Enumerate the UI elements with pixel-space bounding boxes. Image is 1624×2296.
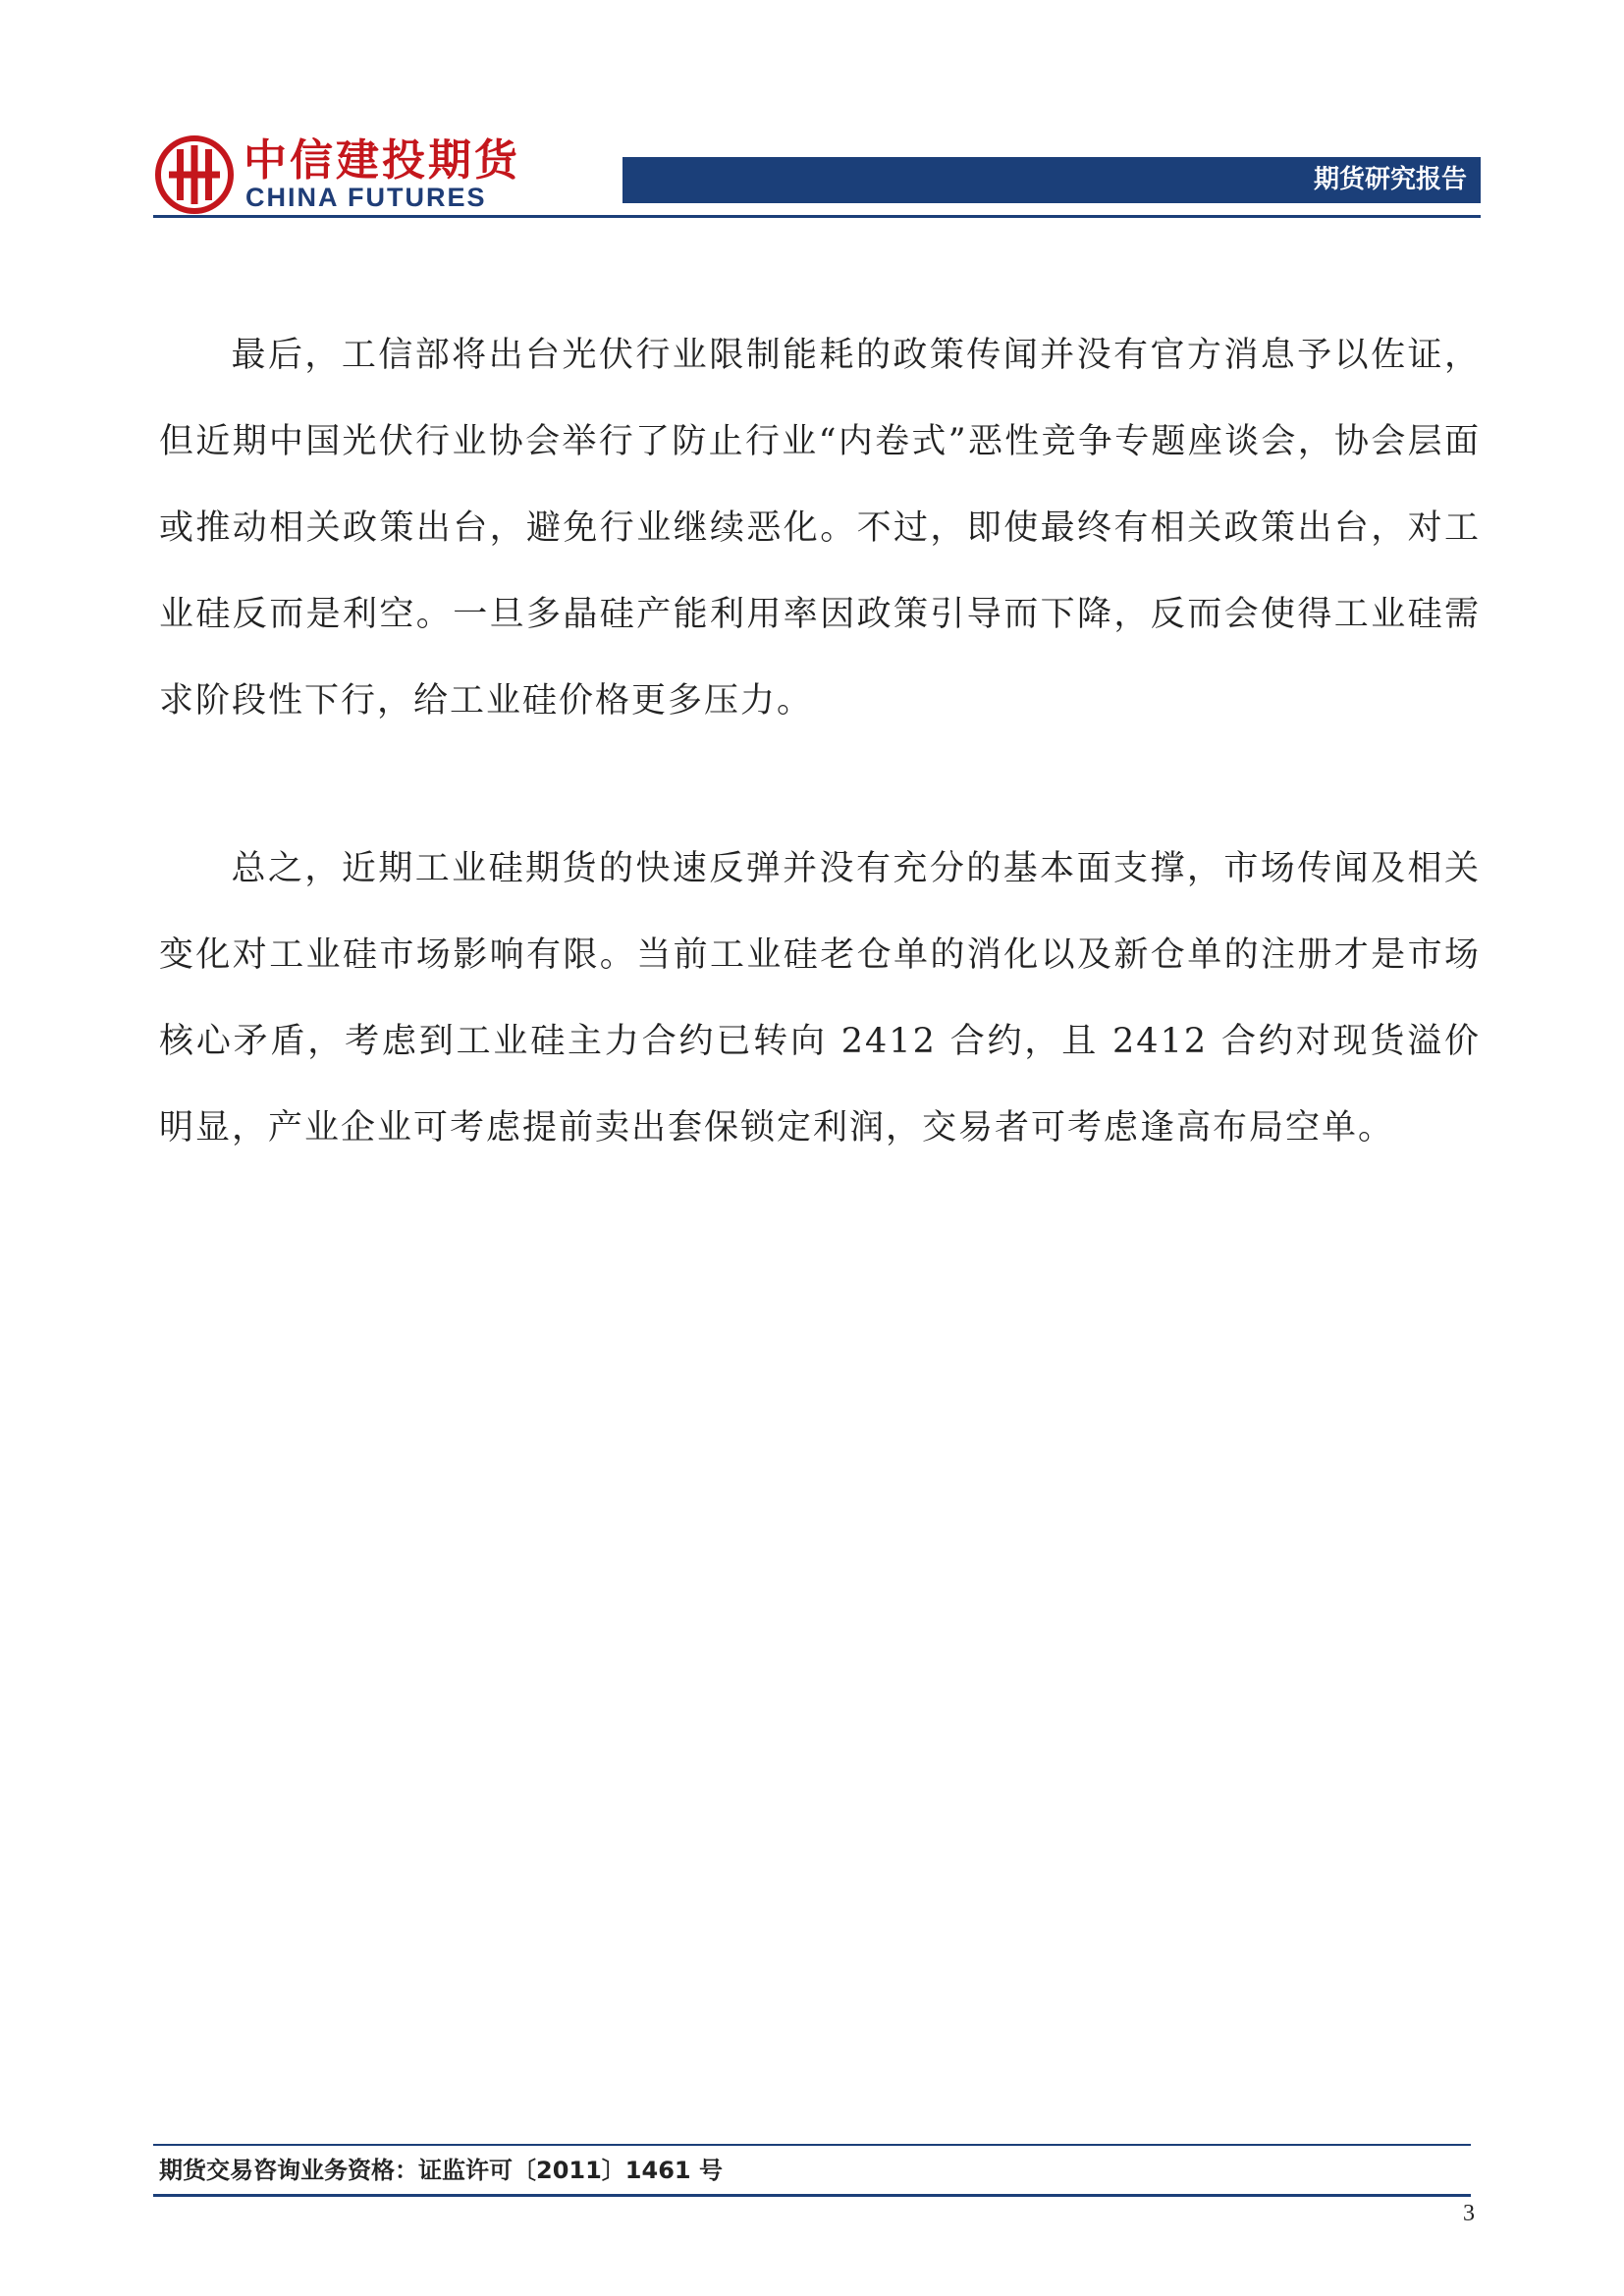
brand-name-cn: 中信建投期货 (244, 135, 520, 186)
report-type-label: 期货研究报告 (1313, 165, 1467, 194)
footer-qualification: 期货交易咨询业务资格：证监许可〔2011〕1461 号 (159, 2157, 723, 2184)
header-bar (623, 157, 1481, 203)
header-divider (153, 215, 1481, 218)
report-body (159, 312, 1481, 1253)
paragraph: 总之，近期工业硅期货的快速反弹并没有充分的基本面支撑，市场传闻及相关变化对工业硅市场影响有限。当前工业硅老仓单的消化以及新仓单的注册才是市场核心矛盾，考虑到工业硅主力合约已转向 2412 合约，且 2412 合约对现货溢价明显，产业企业可考虑提前卖出套保锁定利润，交易者可考虑逢高布局空单。 (159, 849, 1481, 1148)
page-number: 3 (1463, 2201, 1475, 2226)
citic-logo-icon (155, 135, 234, 214)
footer-divider-bottom (153, 2194, 1471, 2197)
footer-divider-top (153, 2144, 1471, 2146)
brand-name-en: CHINA FUTURES (245, 183, 487, 212)
paragraph: 最后，工信部将出台光伏行业限制能耗的政策传闻并没有官方消息予以佐证，但近期中国光伏行业协会举行了防止行业“内卷式”恶性竞争专题座谈会，协会层面或推动相关政策出台，避免行业继续恶化。不过，即使最终有相关政策出台，对工业硅反而是利空。一旦多晶硅产能利用率因政策引导而下降，反而会使得工业硅需求阶段性下行，给工业硅价格更多压力。 (159, 336, 1481, 721)
